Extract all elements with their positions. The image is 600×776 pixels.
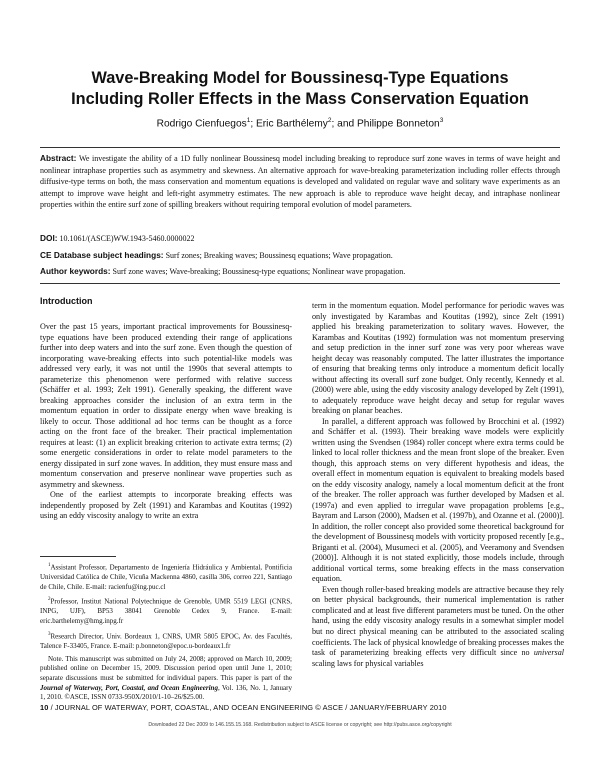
right-paragraph-2: In parallel, a different approach was followed by Brocchini et al. (1992) and Schäffer et al. (1993). Their breaking wave models were explicitly written using the Svendsen (1984) roller concept where extra terms could be linked to local roller thickness and the mean front slope of the breaker. Even though, this approach stems on very different hypothesis and ideas, the overall effect in momentum equation is equivalent to breaking models based on the eddy viscosity analogy, namely a local momentum deficit at the front of the breaker. The roller approach was further developed by Madsen et al. (1997a) and even applied to irregular wave propagation problems [e.g., Bayram and Larson (2000), Madsen et al. (1997b), and Ozanne et al. (2000)]. In addition, the roller concept also provided some theoretical background for the development of Boussinesq models with vorticity proposed recently [e.g., Briganti et al. (2004), Musumeci et al. (2005), and Veeramony and Svendsen (2000)]. Although it is not stated explicitly, those models include, through additional vortical terms, some breaking effects in the mass conservation equation. bbox=[312, 416, 564, 584]
footnote-1-mark: 1 bbox=[48, 563, 51, 568]
top-rule bbox=[40, 147, 560, 148]
right-column bbox=[312, 301, 564, 669]
left-column bbox=[40, 322, 292, 522]
author-3-affiliation-mark: 3 bbox=[439, 117, 444, 124]
submission-note-journal: Journal of Waterway, Port, Coastal, and Ocean Engineering bbox=[40, 683, 218, 692]
right-paragraph-3-em: universal bbox=[533, 648, 564, 658]
author-2-affiliation-mark: 2 bbox=[327, 117, 332, 124]
introduction-heading: Introduction bbox=[40, 296, 93, 306]
footnote-1 bbox=[40, 561, 292, 592]
submission-note-b: , Vol. 136, No. 1, January 1, 2010. ©ASCE, ISSN 0733-950X/2010/1-10–26/$25.00. bbox=[40, 683, 292, 702]
footnote-2 bbox=[40, 595, 292, 626]
author-list bbox=[20, 114, 580, 130]
abstract bbox=[40, 153, 560, 211]
page-number: 10 bbox=[40, 703, 49, 712]
author-1: Rodrigo Cienfuegos bbox=[156, 118, 247, 130]
journal-running-footer: / JOURNAL OF WATERWAY, PORT, COASTAL, AND OCEAN ENGINEERING © ASCE / JANUARY/FEBRUARY 2010 bbox=[48, 703, 447, 712]
submission-note bbox=[40, 655, 292, 704]
doi-line bbox=[40, 233, 560, 244]
author-3: ; and Philippe Bonneton bbox=[331, 118, 440, 130]
abstract-bottom-rule bbox=[40, 283, 560, 284]
right-paragraph-3-a: Even though roller-based breaking models are attractive because they rely on better physical backgrounds, their numerical implementation is rather complicated and at least five different parameters must be tuned. On the other hand, using the eddy viscosity analogy results in a somewhat simpler model but no direct physical meaning can be attributed to the associated scaling coefficients. The lack of physical knowledge of breaking processes makes the task of parameterizing breaking effects very difficult since no bbox=[312, 584, 564, 658]
right-paragraph-3 bbox=[312, 585, 564, 669]
submission-note-a: Note. This manuscript was submitted on July 24, 2008; approved on March 10, 2009; published online on December 15, 2009. Discussion period open until June 1, 2010; separate discussions must be submitted for individual papers. This paper is part of the bbox=[40, 654, 292, 683]
footnote-3-text: Research Director, Univ. Bordeaux 1, CNRS, UMR 5805 EPOC, Av. des Facultés, Talence F-33405, France. E-mail: p.bonneton@epoc.u-bordeaux1.fr bbox=[40, 632, 292, 650]
page-footer bbox=[40, 703, 447, 712]
footnote-1-text: Assistant Professor, Departamento de Ingeniería Hidráulica y Ambiental, Pontificia Universidad Católica de Chile, Vicuña Mackenna 4860, casilla 306, correo 221, Santiago de Chile, Chile. E-mail: racienfu@ing.puc.cl bbox=[40, 563, 292, 591]
footnote-2-text: Professor, Institut National Polytechnique de Grenoble, UMR 5519 LEGI (CNRS, INPG, UJF), BP53 38041 Grenoble Cedex 9, France. E-mail: eric.barthelemy@hmg.inpg.fr bbox=[40, 597, 292, 626]
footnote-3 bbox=[40, 630, 292, 652]
right-paragraph-3-b: scaling laws for physical variables bbox=[312, 658, 424, 668]
footnote-2-mark: 2 bbox=[48, 597, 51, 603]
right-paragraph-1: term in the momentum equation. Model performance for periodic waves was only investigated by Karambas and Koutitas (1992), since Zelt (1991) applied his breaking parameterization to solitary waves. However, the Karambas and Koutitas (1992) formulation was not momentum preserving and setup prediction in the inner surf zone was very poor whereas wave height decay was reasonably computed. The latter illustrates the importance of ensuring that breaking terms only introduce a momentum deficit locally without affecting its overall surf zone budget. Only recently, Kennedy et al. (2000) were able, using the eddy viscosity analogy developed by Zelt (1991), to adequately reproduce wave height decay and setup for regular waves breaking on planar beaches. bbox=[312, 301, 564, 416]
keywords-label: Author keywords: bbox=[40, 266, 111, 276]
author-2: ; Eric Barthélemy bbox=[250, 118, 328, 130]
title-line-2: Including Roller Effects in the Mass Conservation Equation bbox=[71, 90, 529, 108]
footnote-rule bbox=[40, 556, 116, 557]
abstract-text: We investigate the ability of a 1D fully nonlinear Boussinesq model including breaking to reproduce surf zone waves in terms of wave height and nonlinear intraphase properties such as asymmetry and skewness. An alternative approach for wave-breaking parameterization including roller effects through diffusive-type terms on both, the mass conservation and momentum equations is developed and validated on regular wave and solitary wave experiments as an attempt to improve wave height and left-right asymmetry estimates. The new approach is able to reproduce wave height decay, and intraphase nonlinear properties within the entire surf zone of spilling breakers without requiring temporal evolution of model parameters. bbox=[40, 154, 561, 210]
keywords-line bbox=[40, 266, 560, 277]
title-line-1: Wave-Breaking Model for Boussinesq-Type Equations bbox=[91, 69, 509, 87]
ce-headings-value: Surf zones; Breaking waves; Boussinesq equations; Wave propagation. bbox=[165, 251, 393, 260]
intro-paragraph-2: One of the earliest attempts to incorporate breaking effects was independently proposed by Zelt (1991) and Karambas and Koutitas (1992) using an eddy viscosity analogy to write an extra bbox=[40, 490, 292, 521]
footnotes bbox=[40, 561, 292, 706]
keywords-value: Surf zone waves; Wave-breaking; Boussinesq-type equations; Nonlinear wave propagation. bbox=[112, 267, 406, 276]
paper-title bbox=[20, 68, 580, 110]
footnote-3-mark: 3 bbox=[48, 631, 51, 637]
download-notice: Downloaded 22 Dec 2009 to 146.155.15.168. Redistribution subject to ASCE license or copyright; see http://pubs.asce.org/copyright bbox=[148, 722, 452, 728]
doi-label: DOI: bbox=[40, 233, 58, 243]
author-1-affiliation-mark: 1 bbox=[246, 117, 251, 124]
abstract-label: Abstract: bbox=[40, 153, 77, 163]
doi-value: 10.1061/(ASCE)WW.1943-5460.0000022 bbox=[59, 234, 195, 243]
ce-headings-label: CE Database subject headings: bbox=[40, 250, 164, 260]
ce-headings-line bbox=[40, 250, 560, 261]
intro-paragraph-1: Over the past 15 years, important practical improvements for Boussinesq-type equations have been produced extending their range of applications further into deep waters and into the surf zone. Even though the question of incorporating wave-breaking effects into such potential-like models was addressed very early, it was not until the 1990s that several attempts to parameterize this phenomenon were performed with relative success (Schäffer et al. 1993; Zelt 1991). Generally speaking, the different wave breaking approaches consider the inclusion of an extra term in the momentum equation in order to dissipate energy when wave breaking is likely to occur. Those additional ad hoc terms can be thought as a force acting on the front face of the breaker. Their practical implementation requires at least: (1) an explicit breaking criterion to activate extra terms; (2) some energetic considerations in order to relate model parameters to the energy dissipated in surf zone waves. In addition, they must ensure mass and momentum conservation and preserve nonlinear wave properties such as asymmetry and skewness. bbox=[40, 322, 292, 489]
